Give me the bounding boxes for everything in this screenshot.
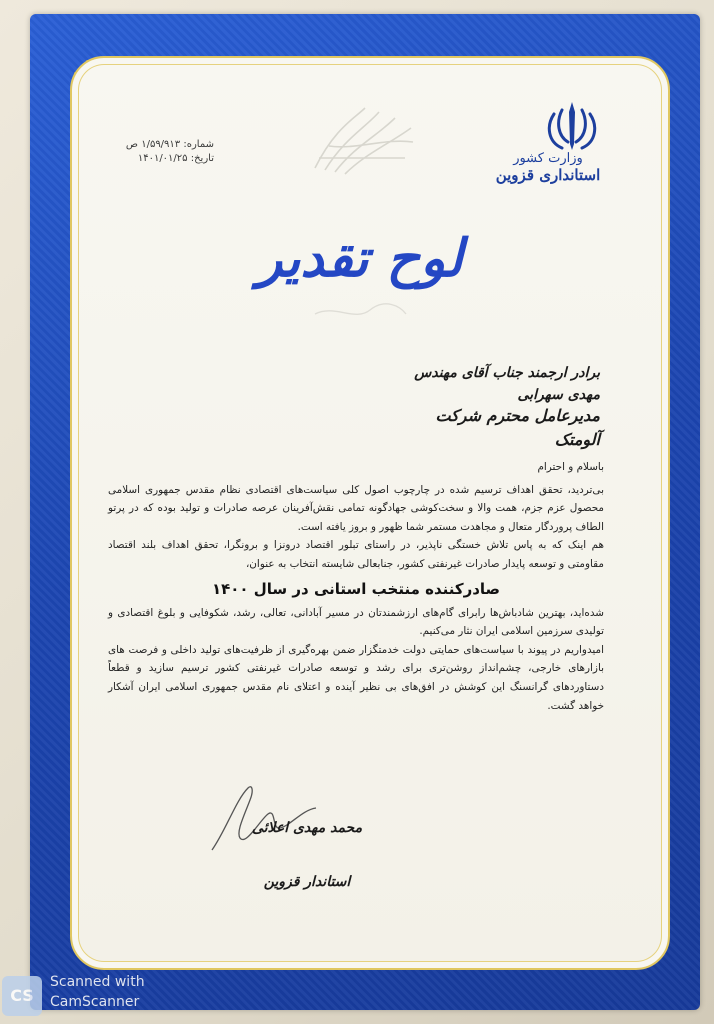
award-headline: صادرکننده منتخب استانی در سال ۱۴۰۰ (211, 579, 501, 598)
ministry-label (488, 150, 608, 184)
body-paragraph-2: هم اینک که به پاس تلاش خستگی ناپذیر، در راستای تبلور اقتصاد درونزا و برونگرا، تحقق اهداف بلند اقتصاد مقاومتی و توسعه پایدار صادرات غیرنفتی کشور، جنابعالی شایسته انتخاب به عنوان، (108, 539, 604, 570)
reference-number: شماره: ۱/۵۹/۹۱۳ ص (125, 139, 214, 150)
greeting: باسلام و احترام (537, 461, 604, 473)
certificate-body (108, 458, 604, 715)
recipient-line: برادر ارجمند جناب آقای مهندس مهدی سهرابی (414, 365, 600, 403)
camscanner-logo-icon: CS (2, 976, 42, 1016)
ministry-line2: استانداری قزوین (495, 166, 601, 184)
title-ornament-icon (310, 296, 410, 326)
recipient-position: مدیرعامل محترم شرکت آلومتک (435, 406, 600, 449)
watermark-line2: CamScanner (50, 994, 140, 1010)
basmala-calligraphy-icon (305, 98, 425, 184)
watermark-line1: Scanned with (50, 974, 145, 990)
signatory-title: استاندار قزوین (263, 874, 351, 890)
reference-meta (104, 138, 214, 166)
signatory-name: محمد مهدی اعلائی (251, 820, 363, 836)
body-paragraph-1: بی‌تردید، تحقق اهداف ترسیم شده در چارچوب اصول کلی سیاست‌های اقتصادی نظام مقدس جمهوری اسلامی محصول عزم جزم، همت والا و سخت‌کوشی جهادگونه تمامی نقش‌آفرینان عرصه صادرات و تولید بوده که در پرتو الطاف پروردگار متعال و مجاهدت مستمر شما ظهور و بروز یافته است. (108, 483, 604, 533)
body-paragraph-4: امیدواریم در پیوند با سیاست‌های حمایتی دولت خدمتگزار ضمن بهره‌گیری از ظرفیت‌های تولید داخلی و فرصت های بازارهای خارجی، چشم‌انداز روشن‌تری برای رشد و توسعه صادرات غیرنفتی کشور ترسیم سازید و قطعاً دستاوردهای گرانسنگ این کوشش در افق‌های بی نظیر آینده و اعتلای نام مقدس جمهوری اسلامی ایران آشکار خواهد گشت. (108, 643, 604, 712)
body-paragraph-3: شده‌اید، بهترین شادباش‌ها رابرای گام‌های ارزشمندتان در مسیر آبادانی، تعالی، رشد، شکوفایی و بلوغ اقتصادی و تولیدی سرزمین اسلامی ایران نثار می‌کنیم. (108, 606, 604, 638)
ministry-line1: وزارت کشور (513, 151, 583, 166)
reference-date: تاریخ: ۱۴۰۱/۰۱/۲۵ (137, 153, 214, 164)
camscanner-watermark (2, 972, 202, 1020)
certificate-title: لوح تقدیر (257, 228, 463, 289)
